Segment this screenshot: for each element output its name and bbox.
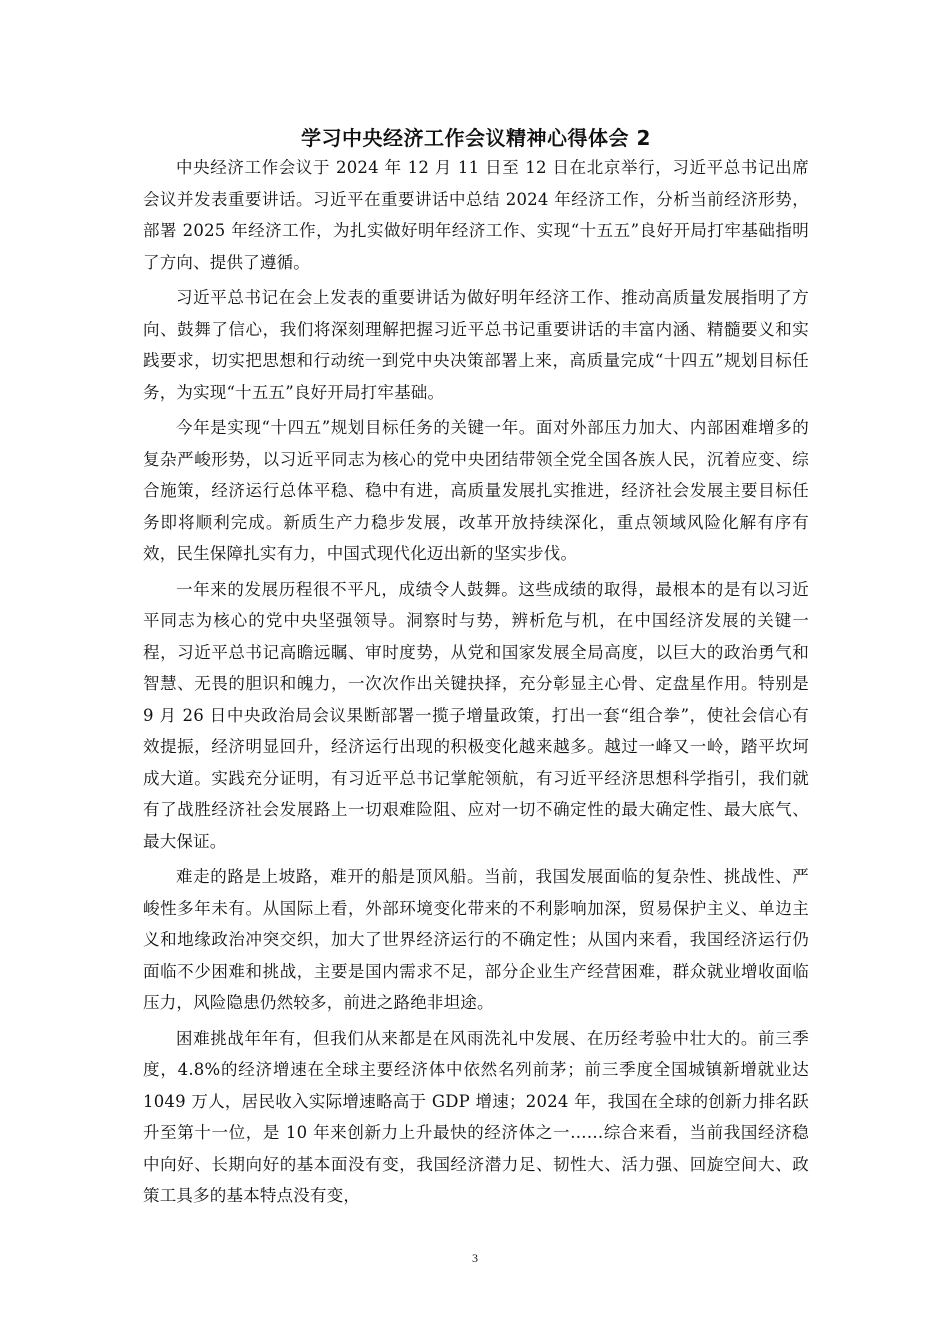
paragraph: 中央经济工作会议于 2024 年 12 月 11 日至 12 日在北京举行，习近平总书记出席会议并发表重要讲话。习近平在重要讲话中总结 2024 年经济工作，分析当前经济形势，部署 2025 年经济工作，为扎实做好明年经济工作、实现“十五五”良好开局打牢基础指明了方向、提供了遵循。 [143, 158, 809, 272]
paragraph: 难走的路是上坡路，难开的船是顶风船。当前，我国发展面临的复杂性、挑战性、严峻性多年未有。从国际上看，外部环境变化带来的不利影响加深，贸易保护主义、单边主义和地缘政治冲突交织，加大了世界经济运行的不确定性；从国内来看，我国经济运行仍面临不少困难和挑战，主要是国内需求不足，部分企业生产经营困难，群众就业增收面临压力，风险隐患仍然较多，前进之路绝非坦途。 [143, 867, 809, 1012]
document-page [143, 124, 809, 1216]
paragraph: 今年是实现“十四五”规划目标任务的关键一年。面对外部压力加大、内部困难增多的复杂严峻形势，以习近平同志为核心的党中央团结带领全党全国各族人民，沉着应变、综合施策，经济运行总体平稳、稳中有进，高质量发展扎实推进，经济社会发展主要目标任务即将顺利完成。新质生产力稳步发展，改革开放持续深化，重点领域风险化解有序有效，民生保障扎实有力，中国式现代化迈出新的坚实步伐。 [143, 418, 809, 563]
document-title: 学习中央经济工作会议精神心得体会 2 [301, 126, 651, 150]
paragraph: 困难挑战年年有，但我们从来都是在风雨洗礼中发展、在历经考验中壮大的。前三季度，4.8%的经济增速在全球主要经济体中依然名列前茅；前三季度全国城镇新增就业达 1049 万人，居民收入实际增速略高于 GDP 增速；2024 年，我国在全球的创新力排名跃升至第十一位，是 10 年来创新力上升最快的经济体之一……综合来看，当前我国经济稳中向好、长期向好的基本面没有变，我国经济潜力足、韧性大、活力强、回旋空间大、政策工具多的基本特点没有变， [143, 1028, 809, 1205]
page-number: 3 [472, 1251, 478, 1265]
paragraph: 习近平总书记在会上发表的重要讲话为做好明年经济工作、推动高质量发展指明了方向、鼓舞了信心，我们将深刻理解把握习近平总书记重要讲话的丰富内涵、精髓要义和实践要求，切实把思想和行动统一到党中央决策部署上来，高质量完成“十四五”规划目标任务，为实现“十五五”良好开局打牢基础。 [143, 288, 809, 402]
paragraph: 一年来的发展历程很不平凡，成绩令人鼓舞。这些成绩的取得，最根本的是有以习近平同志为核心的党中央坚强领导。洞察时与势，辨析危与机，在中国经济发展的关键一程，习近平总书记高瞻远瞩、审时度势，从党和国家发展全局高度，以巨大的政治勇气和智慧、无畏的胆识和魄力，一次次作出关键抉择，充分彰显主心骨、定盘星作用。特别是 9 月 26 日中央政治局会议果断部署一揽子增量政策，打出一套“组合拳”，使社会信心有效提振，经济明显回升，经济运行出现的积极变化越来越多。越过一峰又一岭，踏平坎坷成大道。实践充分证明，有习近平总书记掌舵领航，有习近平经济思想科学指引，我们就有了战胜经济社会发展路上一切艰难险阻、应对一切不确定性的最大确定性、最大底气、最大保证。 [143, 579, 809, 851]
